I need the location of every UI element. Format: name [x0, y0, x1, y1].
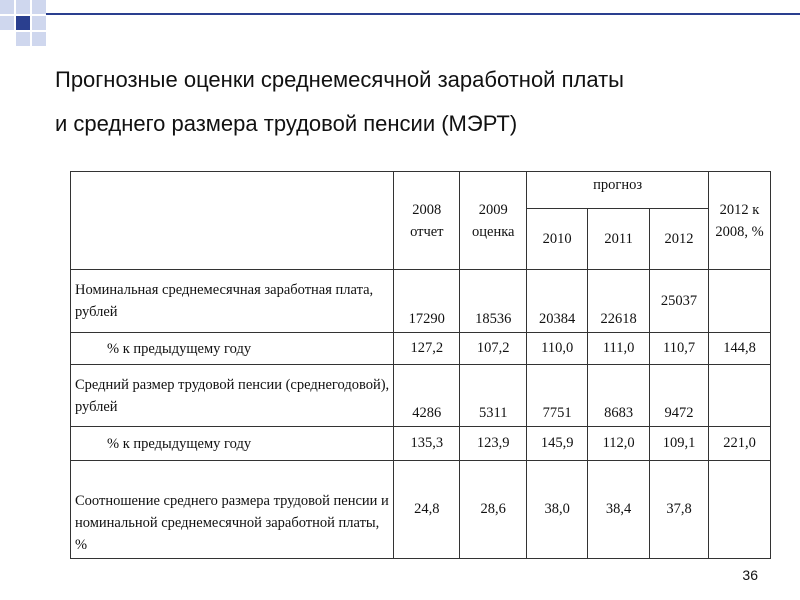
header-empty-cell: [71, 172, 394, 270]
header-2009: 2009 оценка: [460, 172, 527, 270]
forecast-table: [70, 171, 771, 559]
decor-square: [32, 16, 46, 30]
cell-2008: 127,2: [394, 333, 460, 365]
cell-2010: 110,0: [527, 333, 588, 365]
cell-ratio: 221,0: [709, 427, 771, 461]
cell-2011: 38,4: [588, 461, 650, 559]
decor-square: [16, 32, 30, 46]
table-row: [71, 270, 771, 333]
table-row: [71, 365, 771, 427]
table-row: [71, 333, 771, 365]
title-line-1: Прогнозные оценки среднемесячной заработной платы: [55, 67, 624, 92]
decor-square: [0, 16, 14, 30]
header-2008: 2008 отчет: [394, 172, 460, 270]
table-row: [71, 461, 771, 559]
cell-ratio: [709, 365, 771, 427]
table-row: [71, 427, 771, 461]
slide-title: [55, 58, 624, 146]
decor-square: [16, 0, 30, 14]
cell-2008: 4286: [394, 365, 460, 427]
cell-2010: 7751: [527, 365, 588, 427]
cell-2011: 22618: [588, 270, 650, 333]
cell-2012: 25037: [650, 270, 709, 333]
row-label: Средний размер трудовой пенсии (среднегодовой), рублей: [71, 365, 394, 427]
cell-2012: 9472: [650, 365, 709, 427]
decor-square: [0, 0, 14, 14]
header-forecast: прогноз: [527, 172, 709, 209]
cell-2009: 28,6: [460, 461, 527, 559]
cell-2008: 135,3: [394, 427, 460, 461]
cell-2009: 18536: [460, 270, 527, 333]
title-line-2: и среднего размера трудовой пенсии (МЭРТ): [55, 111, 518, 136]
cell-ratio: 144,8: [709, 333, 771, 365]
cell-2010: 20384: [527, 270, 588, 333]
cell-2008: 17290: [394, 270, 460, 333]
cell-2011: 8683: [588, 365, 650, 427]
header-rule: [46, 13, 800, 15]
header-2012-vs-2008: 2012 к 2008, %: [709, 172, 771, 270]
cell-ratio: [709, 270, 771, 333]
cell-2009: 107,2: [460, 333, 527, 365]
cell-2011: 111,0: [588, 333, 650, 365]
cell-2012: 109,1: [650, 427, 709, 461]
cell-2009: 5311: [460, 365, 527, 427]
decor-square: [32, 0, 46, 14]
decor-square: [32, 32, 46, 46]
header-2011: 2011: [588, 209, 650, 270]
cell-2010: 38,0: [527, 461, 588, 559]
cell-2009: 123,9: [460, 427, 527, 461]
cell-2012: 110,7: [650, 333, 709, 365]
cell-2008: 24,8: [394, 461, 460, 559]
header-2012: 2012: [650, 209, 709, 270]
cell-2012: 37,8: [650, 461, 709, 559]
row-label: Соотношение среднего размера трудовой пенсии и номинальной среднемесячной заработной платы, %: [71, 461, 394, 559]
row-label: % к предыдущему году: [71, 427, 394, 461]
header-2010: 2010: [527, 209, 588, 270]
cell-2011: 112,0: [588, 427, 650, 461]
row-label: % к предыдущему году: [71, 333, 394, 365]
cell-ratio: [709, 461, 771, 559]
decor-square: [16, 16, 30, 30]
cell-2010: 145,9: [527, 427, 588, 461]
row-label: Номинальная среднемесячная заработная плата, рублей: [71, 270, 394, 333]
page-number: 36: [742, 567, 758, 583]
